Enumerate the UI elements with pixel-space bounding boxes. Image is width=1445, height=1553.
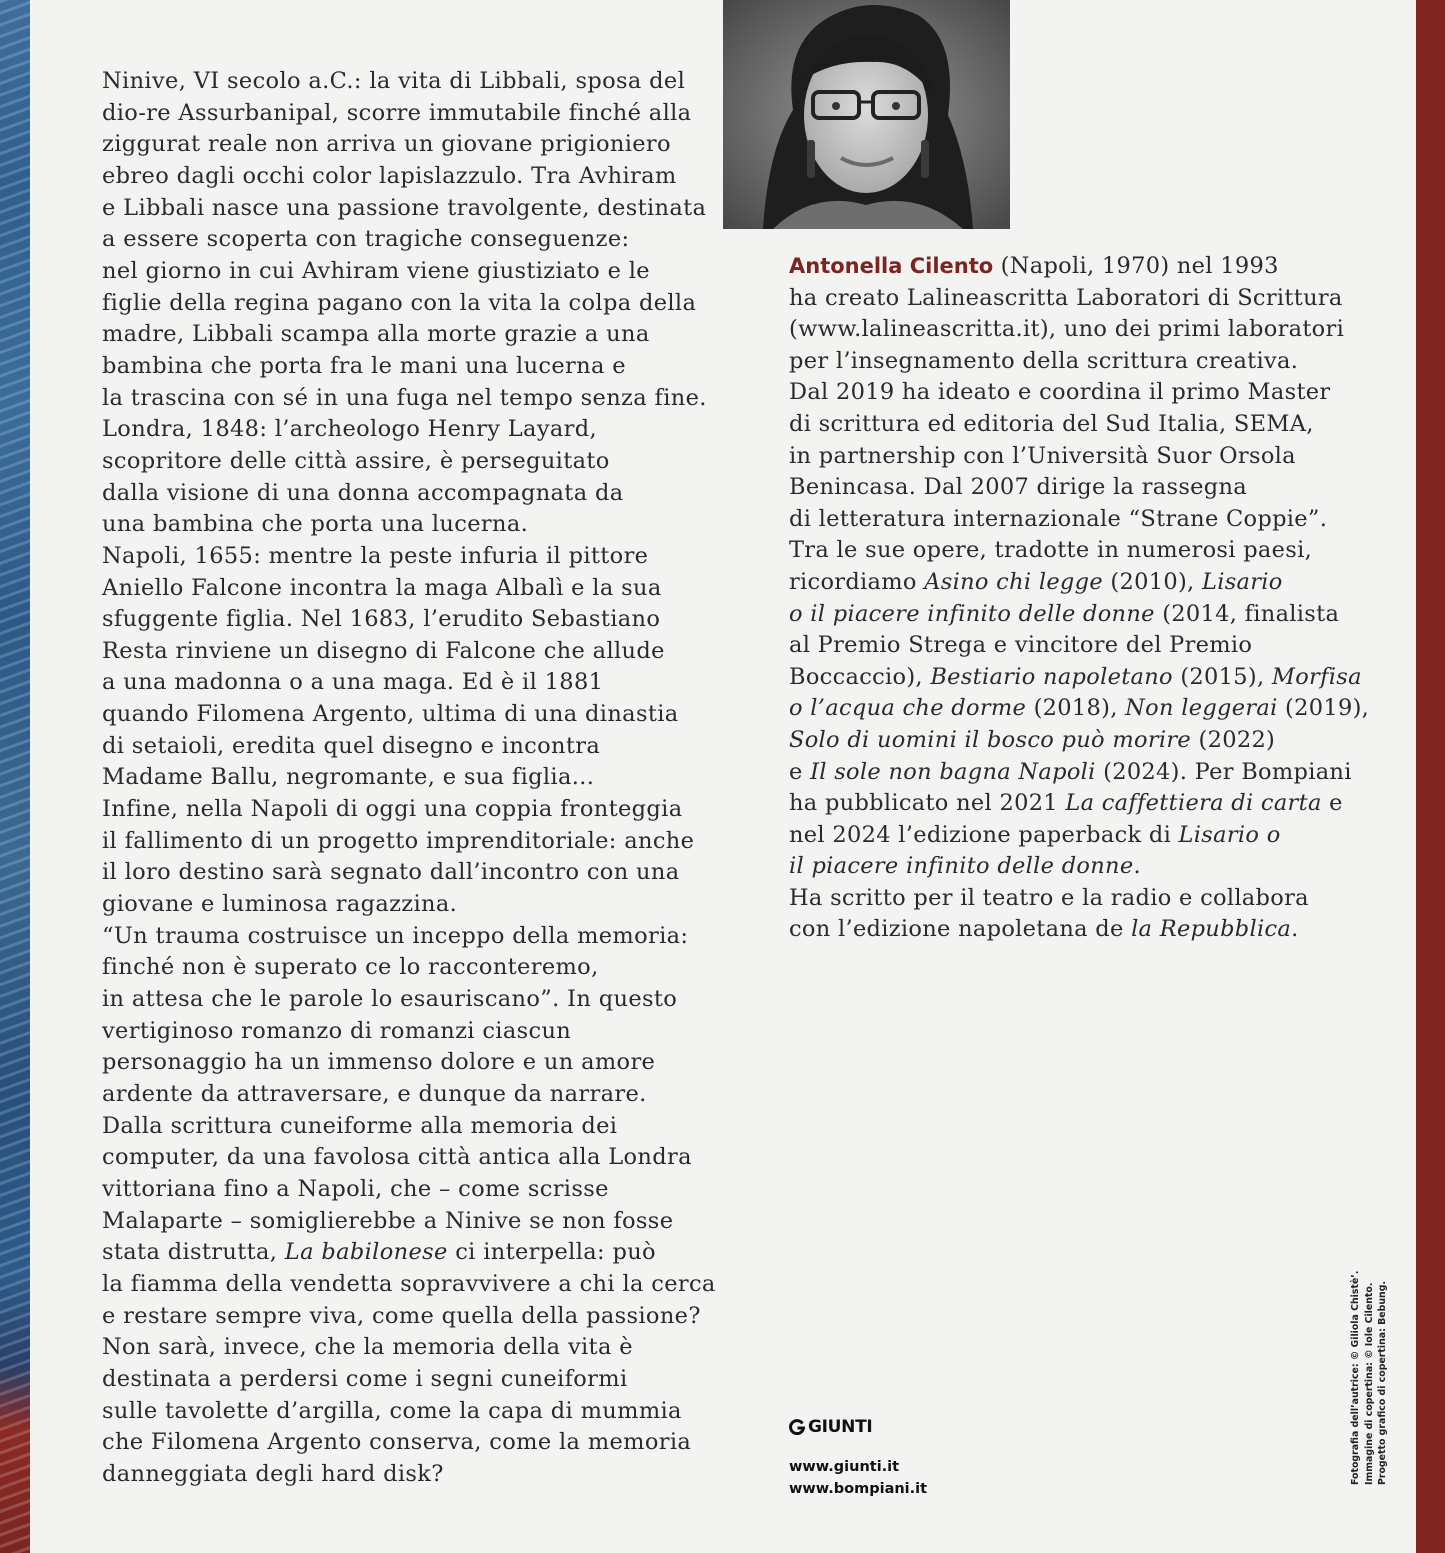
image-credits: Fotografia dell’autrice: © Giliola Chistè’. Immagine di copertina: © Iole Cilento. Progetto grafico di copertina: Bebung. [1350,1270,1388,1485]
blurb-line: e restare sempre viva, come quella della passione? [102,1302,701,1329]
blurb-line: “Un trauma costruisce un inceppo della memoria: [102,922,689,949]
blurb-line: il loro destino sarà segnato dall’incontro con una [102,859,680,886]
blurb-line: a una madonna o a una maga. Ed è il 1881 [102,669,604,696]
author-name: Antonella Cilento [789,254,994,278]
blurb-line: il fallimento di un progetto imprenditoriale: anche [102,827,695,854]
blurb-line: stata distrutta, La babilonese ci interpella: può [102,1239,656,1266]
blurb-line: giovane e luminosa ragazzina. [102,891,458,918]
blurb-line: Infine, nella Napoli di oggi una coppia fronteggia [102,796,683,823]
giunti-logo-icon [789,1419,805,1435]
blurb-line: Malaparte – somiglierebbe a Ninive se non fosse [102,1207,674,1234]
blurb-line: figlie della regina pagano con la vita la colpa della [102,289,697,316]
blurb-line: dio-re Assurbanipal, scorre immutabile finché alla [102,99,692,126]
blurb-line: Napoli, 1655: mentre la peste infuria il pittore [102,542,649,569]
blurb-line: Dalla scrittura cuneiforme alla memoria dei [102,1112,618,1139]
blurb-line: Resta rinviene un disegno di Falcone che allude [102,637,665,664]
author-bio: Antonella Cilento (Napoli, 1970) nel 1993 ha creato Lalineascritta Laboratori di Scrittura (www.lalineascritta.it), uno dei primi laboratori per l’insegnamento della scrittura creativa. Dal 2019 ha ideato e coordina il primo Master di scrittura ed editoria del Sud Italia, SEMA, in partnership con l’Università Suor Orsola Benincasa. Dal 2007 dirige la rassegna di letteratura internazionale “Strane Coppie”. Tra le sue opere, tradotte in numerosi paesi, ricordiamo Asino chi legge (2010), Lisario o il piacere infinito delle donne (2014, finalista al Premio Strega e vincitore del Premio Boccaccio), Bestiario napoletano (2015), Morfisa o l’acqua che dorme (2018), Non leggerai (2019), Solo di uomini il bosco può morire (2022) e Il sole non bagna Napoli (2024). Per Bompiani ha pubblicato nel 2021 La caffettiera di carta e nel 2024 l’edizione paperback di Lisario o il piacere infinito delle donne. Ha scritto per il teatro e la radio e collabora con l’edizione napoletana de la Repubblica. [789,253,1370,943]
author-portrait-image [723,0,1010,229]
blurb-line: la fiamma della vendetta sopravvivere a chi la cerca [102,1270,716,1297]
book-blurb [102,66,716,1491]
blurb-line: di setaioli, eredita quel disegno e incontra [102,732,601,759]
blurb-line: ebreo dagli occhi color lapislazzulo. Tra Avhiram [102,162,677,189]
blurb-line: la trascina con sé in una fuga nel tempo senza fine. [102,384,707,411]
blurb-line: nel giorno in cui Avhiram viene giustiziato e le [102,257,650,284]
publisher-websites [789,1456,927,1500]
giunti-url[interactable]: www.giunti.it [789,1459,900,1475]
bompiani-url[interactable]: www.bompiani.it [789,1481,928,1497]
blurb-line: dalla visione di una donna accompagnata da [102,479,624,506]
blurb-line: ardente da attraversare, e dunque da narrare. [102,1081,647,1107]
blurb-line: che Filomena Argento conserva, come la memoria [102,1429,692,1456]
blurb-line: vertiginoso romanzo di romanzi ciascun [102,1017,572,1044]
blurb-line: destinata a perdersi come i segni cuneiformi [102,1365,628,1392]
blurb-line: danneggiata degli hard disk? [102,1460,444,1487]
blurb-line: a essere scoperta con tragiche conseguenze: [102,226,630,253]
blurb-line: sfuggente figlia. Nel 1683, l’erudito Sebastiano [102,606,661,633]
author-photo [723,0,1010,229]
blurb-line: Ninive, VI secolo a.C.: la vita di Libbali, sposa del [102,68,686,94]
blurb-line: madre, Libbali scampa alla morte grazie a una [102,321,650,348]
blurb-line: quando Filomena Argento, ultima di una dinastia [102,701,679,728]
blurb-line: vittoriana fino a Napoli, che – come scrisse [102,1175,609,1202]
blurb-line: Non sarà, invece, che la memoria della vita è [102,1334,633,1361]
blurb-line: Londra, 1848: l’archeologo Henry Layard, [102,416,598,443]
spine-band [1416,0,1445,1553]
blurb-line: computer, da una favolosa città antica alla Londra [102,1144,692,1171]
blurb-line: una bambina che porta una lucerna. [102,511,529,538]
blurb-line: scopritore delle città assire, è perseguitato [102,447,610,474]
blurb-line: sulle tavolette d’argilla, come la capa di mummia [102,1397,682,1424]
blurb-line: e Libbali nasce una passione travolgente, destinata [102,194,707,221]
publisher-logo: GIUNTI [789,1417,872,1437]
blurb-line: personaggio ha un immenso dolore e un amore [102,1049,656,1076]
blurb-line: in attesa che le parole lo esauriscano”. In questo [102,986,678,1013]
cover-art-edge [0,0,30,1553]
blurb-line: ziggurat reale non arriva un giovane prigioniero [102,131,671,158]
blurb-line: finché non è superato ce lo racconteremo, [102,954,599,981]
book-title: La babilonese [284,1239,448,1266]
blurb-line: Aniello Falcone incontra la maga Albalì e la sua [102,574,662,601]
blurb-line: Madame Ballu, negromante, e sua figlia... [102,764,595,791]
blurb-line: bambina che porta fra le mani una lucerna e [102,352,626,379]
